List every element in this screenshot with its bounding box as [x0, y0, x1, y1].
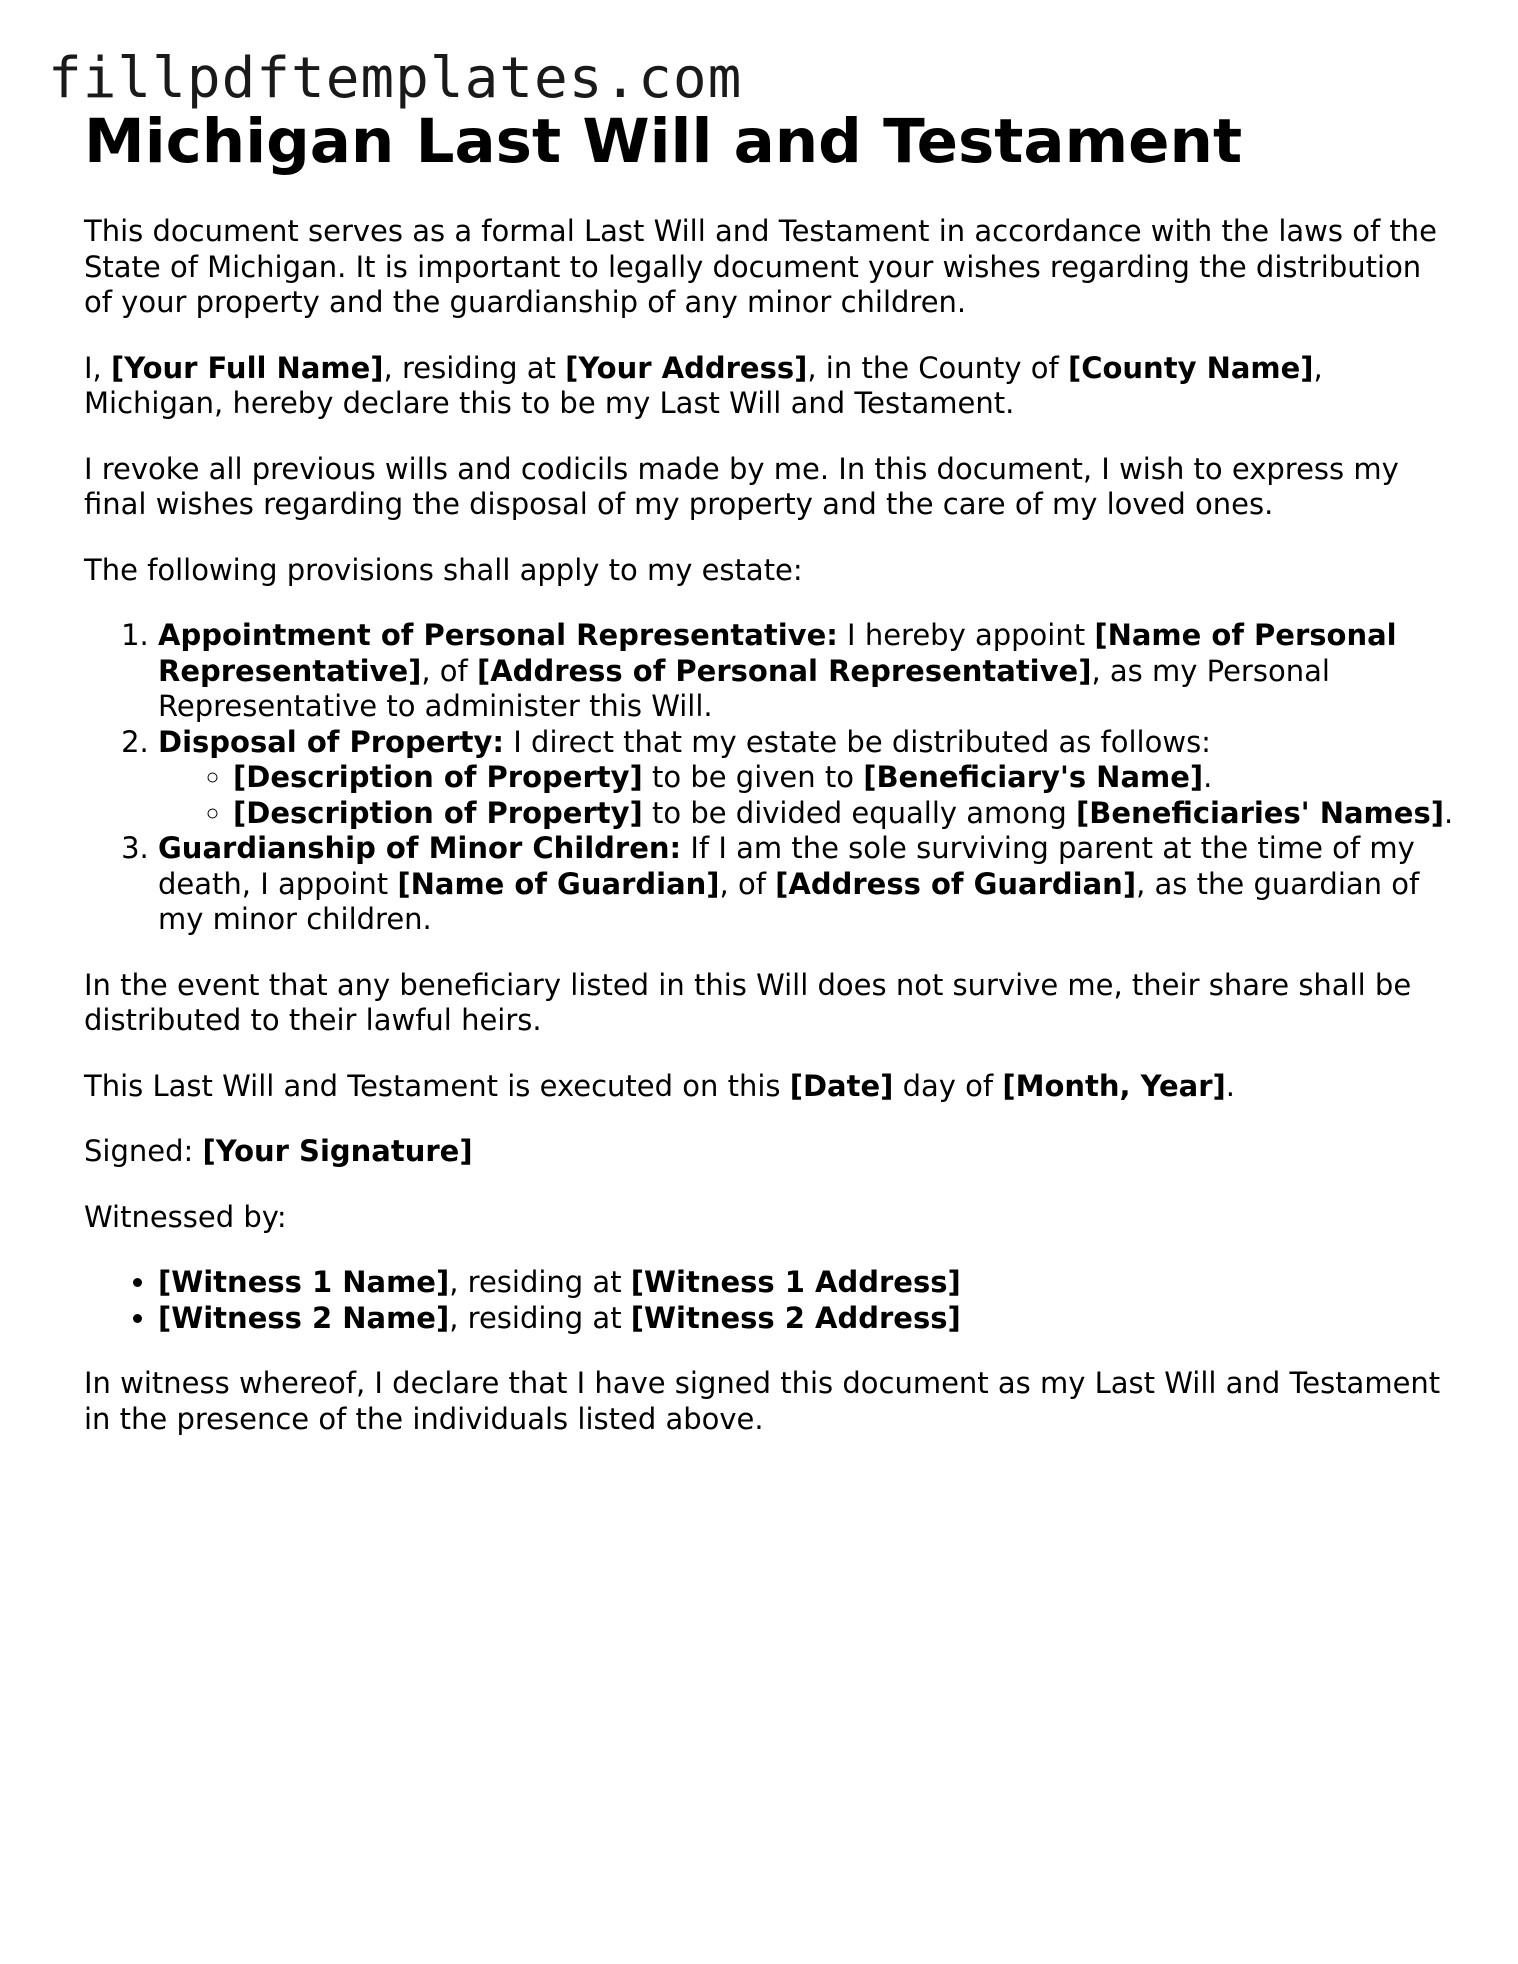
intro-paragraph: This document serves as a formal Last Will and Testament in accordance with the laws of the State of Michigan. It is important to legally document your wishes regarding the distribution of your property and the guardianship of any minor children. [84, 214, 1437, 319]
property-text: . [1203, 760, 1213, 794]
provision-text: , as the guardian of my minor children. [158, 866, 1420, 936]
provision-text: If I am the sole surviving parent at the time of my death, I appoint [158, 831, 1415, 901]
property-text: . [1443, 795, 1454, 830]
provision-property [158, 725, 1454, 832]
witness-list [84, 1265, 1454, 1336]
site-watermark: fillpdftemplates.com [48, 46, 743, 111]
testator-address-placeholder: [Your Address] [565, 350, 808, 385]
revocation-paragraph: I revoke all previous wills and codicils made by me. In this document, I wish to express my final wishes regarding the disposal of my property and the care of my loved ones. [84, 451, 1399, 521]
witness-name-placeholder: [Witness 2 Name] [158, 1300, 450, 1335]
representative-address-placeholder: [Address of Personal Representative] [476, 653, 1092, 688]
execution-text: . [1225, 1068, 1236, 1103]
witnessed-by-label: Witnessed by: [84, 1199, 287, 1234]
signature-label: Signed: [84, 1134, 203, 1168]
provision-heading: Disposal of Property: [158, 724, 505, 759]
county-placeholder: [County Name] [1067, 350, 1314, 385]
witness-address-placeholder: [Witness 1 Address] [630, 1265, 961, 1299]
beneficiary-placeholder: [Beneficiary's Name] [863, 760, 1204, 794]
witness-name-placeholder: [Witness 1 Name] [158, 1265, 450, 1299]
property-description-placeholder: [Description of Property] [233, 795, 643, 830]
signature-line [84, 1134, 1454, 1170]
provision-text: I hereby appoint [837, 618, 1095, 652]
provision-heading: Guardianship of Minor Children: [158, 831, 682, 865]
provision-text: I direct that my estate be distributed as follows: [504, 724, 1211, 759]
signature-placeholder: [Your Signature] [202, 1134, 473, 1168]
declaration-text: I, [84, 350, 111, 385]
property-list [158, 760, 1454, 831]
representative-name-placeholder: [Name of Personal Representative] [158, 618, 1397, 688]
property-description-placeholder: [Description of Property] [233, 760, 643, 794]
provision-guardianship [158, 831, 1454, 938]
property-item [233, 796, 1454, 832]
provision-text: , of [421, 653, 477, 688]
property-item [233, 760, 1454, 796]
execution-paragraph [84, 1069, 1454, 1105]
provision-text: , of [719, 866, 776, 901]
date-placeholder: [Date] [789, 1068, 894, 1103]
witness-address-placeholder: [Witness 2 Address] [630, 1300, 961, 1335]
execution-text: This Last Will and Testament is executed on this [84, 1068, 790, 1103]
beneficiaries-placeholder: [Beneficiaries' Names] [1076, 795, 1444, 830]
declaration-paragraph [84, 351, 1454, 422]
lapse-paragraph: In the event that any beneficiary listed in this Will does not survive me, their share shall be distributed to their lawful heirs. [84, 967, 1412, 1037]
provision-heading: Appointment of Personal Representative: [158, 618, 838, 652]
guardian-name-placeholder: [Name of Guardian] [397, 866, 720, 901]
provisions-intro: The following provisions shall apply to my estate: [84, 552, 803, 587]
declaration-text: , Michigan, hereby declare this to be my Last Will and Testament. [84, 350, 1323, 420]
property-text: to be divided equally among [642, 795, 1077, 830]
witness-item [158, 1265, 1454, 1301]
provision-text: , as my Personal Representative to administer this Will. [158, 653, 1330, 723]
witness-text: , residing at [449, 1265, 631, 1299]
witness-item [158, 1301, 1454, 1337]
execution-text: day of [893, 1068, 1003, 1103]
witness-text: , residing at [449, 1300, 631, 1335]
closing-paragraph: In witness whereof, I declare that I have signed this document as my Last Will and Testament in the presence of the individuals listed above. [84, 1366, 1441, 1436]
document-body [84, 104, 1454, 1437]
testator-name-placeholder: [Your Full Name] [111, 350, 384, 385]
declaration-text: , in the County of [807, 350, 1068, 385]
provisions-list [84, 618, 1454, 938]
property-text: to be given to [642, 760, 864, 794]
guardian-address-placeholder: [Address of Guardian] [775, 866, 1137, 901]
document-title: Michigan Last Will and Testament [84, 106, 1243, 177]
provision-representative [158, 618, 1454, 725]
month-year-placeholder: [Month, Year] [1002, 1068, 1226, 1103]
declaration-text: , residing at [383, 350, 566, 385]
